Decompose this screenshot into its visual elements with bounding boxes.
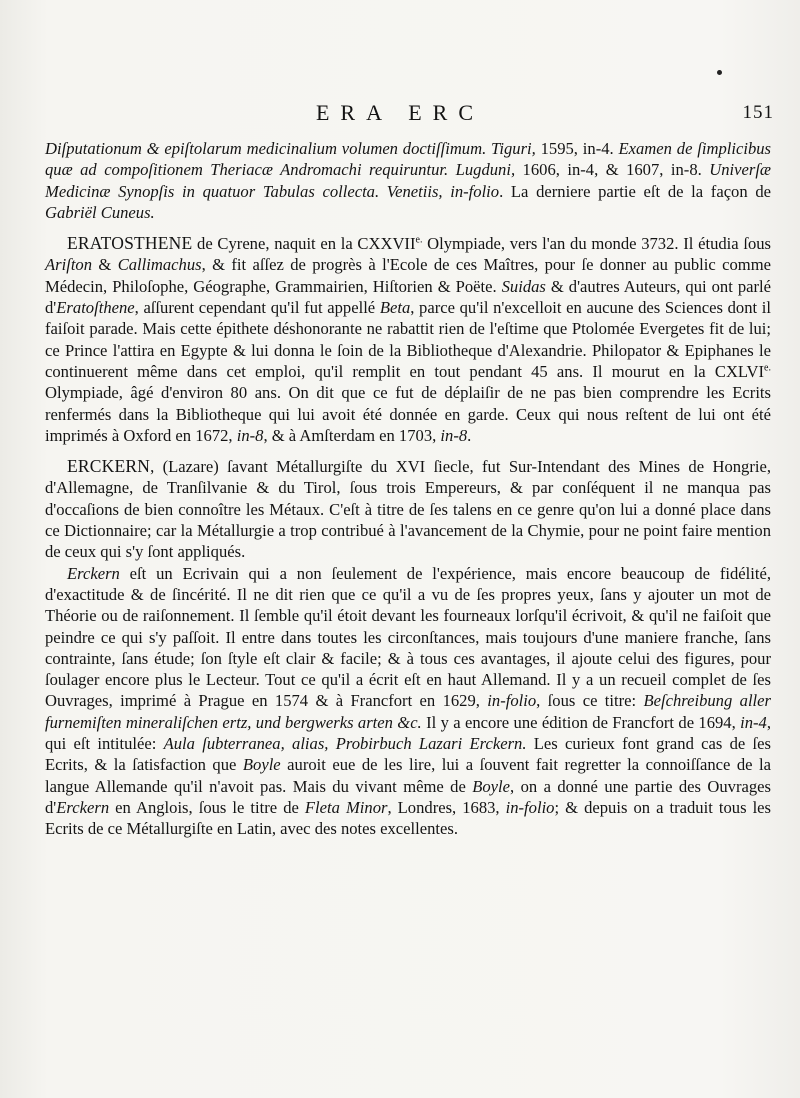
text-run: , qui eſt intitulée: [45,712,772,754]
text-run: . [467,425,472,445]
text-run: , aſſurent cependant qu'il fut appellé [134,298,380,318]
text-run: de Cyrene, naquit en la CXXVII [192,234,416,254]
headword: ERATOSTHENE [67,233,193,254]
work-title: Univerſæ Medicinæ Synopſis in quatuor Tabulas collecta. Venetiis, [45,160,771,201]
text-run: auroit eue de les lire, lui a ſouvent fait regretter la connoiſſance de la langue Allemande qu'il n'avoit pas. Mais du vivant même de [45,755,771,796]
entry-eratosthene [45,233,771,446]
person-name: Erckern [67,563,120,583]
person-name: Eratoſthene [56,298,135,318]
format-label: in-8 [236,425,264,445]
entry-erckern [45,456,771,562]
format-label: in-folio [442,181,500,201]
text-run: , parce qu'il n'excelloit en aucune des Sciences dont il faiſoit parade. Mais cette épithete déshonorante ne rabattit rien de l'eſtime que Ptolomée Evergetes fit de lui; ce Prince l'attira en Egypte & lui donna le ſoin de la Bibliotheque d'Alexandrie. Philopator & Epiphanes le continuerent même dans cet emploi, qu'il remplit en tout pendant 45 ans. Il mourut en la CXLVI [45,298,772,381]
work-title: Fleta Minor [304,797,388,817]
nickname: Beta [379,298,411,318]
text-run: , on a donné une partie des Ouvrages d' [45,776,771,817]
work-title: Diſputationum & epiſtolarum medicinalium volumen doctiſſimum. Tiguri, [45,139,536,158]
text-run: Olympiade, âgé d'environ 80 ans. On dit que ce fut de déplaiſir de ne pas bien comprendre les Ecrits renfermés dans la Bibliotheque qui lui avoit été donnée en garde. Ceux qui nous reſtent de lui ont été imprimés à Oxford en 1672, [45,383,771,445]
running-head: ERA ERC [315,100,485,125]
person-name: Suidas [501,276,546,296]
work-title: Beſchreibung aller furnemiſten mineraliſchen ertz, und bergwerks arten &c. [45,691,771,732]
text-run: , ſous ce titre: [536,691,644,711]
text-run: en Anglois, ſous le titre de [109,797,305,817]
person-name: Erckern [56,797,110,817]
text-run: , & fit aſſez de progrès à l'Ecole de ces Maîtres, pour ſe donner au public comme Médecin, Philoſophe, Géographe, Grammairien, Hiſtorien & Poëte. [45,255,771,296]
headword: ERCKERN [67,456,151,477]
text-run: Il y a encore une édition de Francfort de 1694, [421,712,741,732]
imprint: 1595, in-4. [535,139,614,158]
text-run: & [92,255,118,275]
person-name: Callimachus [117,255,202,275]
ink-spot [717,70,722,75]
superscript: e. [764,362,771,374]
person-name: Boyle [242,755,281,775]
text-run: , (Lazare) ſavant Métallurgiſte du XVI ſiecle, fut Sur-Intendant des Mines de Hongrie, d'Allemagne, de Tranſilvanie & du Tirol, ſous trois Empereurs, & par conſéquent il ne manqua pas d'occaſions de bien connoître les Métaux. C'eſt à titre de ſes talens en ce genre qu'on lui a donné place dans ce Dictionnaire; car la Métallurgie a trop contribué à l'avancement de la Chymie, pour ne point faire mention de ceux qui s'y ſont appliqués. [45,457,771,562]
work-title: Aula ſubterranea, alias, Probirbuch Lazari Erckern. [163,734,527,754]
person-name: Boyle [472,776,511,796]
text-run: Les curieux font grand cas de ſes Ecrits, & la ſatisfaction que [45,734,771,775]
person-name: Gabriël Cuneus. [45,202,155,222]
text-run: ; & depuis on a traduit tous les Ecrits de ce Métallurgiſte en Latin, avec des notes excellentes. [45,797,772,839]
page-header [0,100,800,134]
continuation-entry [45,138,771,223]
text-run: eſt un Ecrivain qui a non ſeulement de l'expérience, mais encore beaucoup de fidélité, d'exactitude & de ſincérité. Il ne dit rien que ce qu'il a vu de ſes propres yeux, ſans y ajouter un mot de Théorie ou de raiſonnement. Il ſemble qu'il étoit devant les fourneaux lorſqu'il écrivoit, & qu'il ne faiſoit que peindre ce qui s'y paſſoit. Il entre dans toutes les circonſtances, mais toujours d'une maniere franche, ſans contrainte, ſans étude; ſon ſtyle eſt clair & facile; & à tous ces avantages, il ajoute celui des figures, pour ſoulager encore plus le Lecteur. Tout ce qu'il a écrit eſt en haut Allemand. Il y a un recueil complet de ſes Ouvrages, imprimé à Prague en 1574 & à Francfort en 1629, [45,563,771,711]
entry-erckern-continued [45,563,771,840]
person-name: Ariſton [45,255,93,275]
format-label: in-folio [487,691,537,711]
text-run: Olympiade, vers l'an du monde 3732. Il étudia ſous [422,234,771,254]
page-number: 151 [742,102,774,123]
text-run: , & à Amſterdam en 1703, [263,425,441,445]
imprint: 1606, in-4, & 1607, in-8. [515,160,702,180]
format-label: in-folio [505,797,555,817]
text-run: , Londres, 1683, [387,797,506,817]
work-title: Examen de ſimplicibus quæ ad compoſitionem Theriacæ Andromachi requiruntur. Lugduni, [45,139,772,180]
page-body [45,138,771,840]
format-label: in-8 [440,425,468,445]
superscript: e. [415,234,423,246]
format-label: in-4 [740,712,767,732]
text-run: & d'autres Auteurs, qui ont parlé d' [45,276,771,318]
text-run: . La derniere partie eſt de la façon de [499,181,771,201]
